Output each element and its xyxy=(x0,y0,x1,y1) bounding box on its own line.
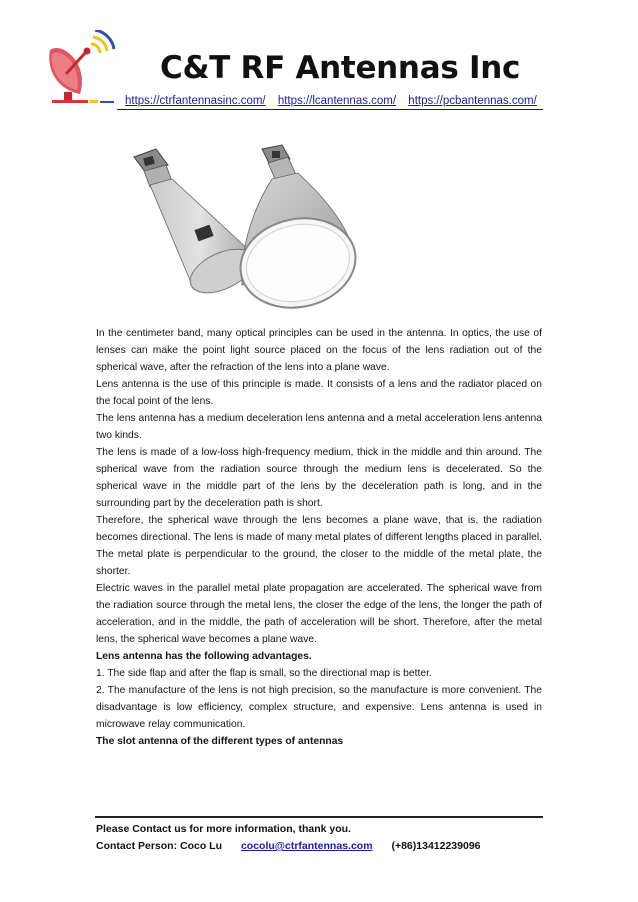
paragraph: In the centimeter band, many optical principles can be used in the antenna. In optics, the use of lenses can make the point light source placed on the focus of the lens radiation out of the spherical wave, after the refraction of the lens into a plane wave. xyxy=(96,328,542,373)
link-ctrfantennasinc[interactable]: https://ctrfantennasinc.com/ xyxy=(125,95,266,107)
link-lcantennas[interactable]: https://lcantennas.com/ xyxy=(277,95,397,107)
link-pcbantennas[interactable]: https://pcbantennas.com/ xyxy=(408,95,537,107)
header-divider xyxy=(117,109,543,110)
section-heading-advantages: Lens antenna has the following advantages. xyxy=(96,651,312,662)
footer-divider xyxy=(95,816,543,818)
paragraph: The lens antenna has a medium deceleration lens antenna and a metal acceleration lens antenna two kinds. xyxy=(96,413,542,441)
section-heading-slot-antenna: The slot antenna of the different types of antennas xyxy=(96,736,344,747)
contact-email-link[interactable]: cocolu@ctrfantennas.com xyxy=(240,840,373,852)
company-title: C&T RF Antennas Inc xyxy=(160,50,521,86)
satellite-dish-logo-icon xyxy=(44,30,118,108)
website-links xyxy=(125,95,546,107)
contact-phone: (+86)13412239096 xyxy=(391,840,481,852)
article-body xyxy=(96,325,542,750)
list-item: 1. The side flap and after the flap is small, so the directional map is better. xyxy=(96,668,432,679)
paragraph: Lens antenna is the use of this principle is made. It consists of a lens and the radiator placed on the focal point of the lens. xyxy=(96,379,542,407)
footer-message: Please Contact us for more information, thank you. xyxy=(96,823,351,835)
paragraph: The lens is made of a low-loss high-frequency medium, thick in the middle and thin around. The spherical wave from the radiation source through the medium lens is decelerated. So the spherical wave in the middle part of the lens by the deceleration path is long, and in the surrounding part by the deceleration path is short. xyxy=(96,447,542,509)
company-logo xyxy=(44,30,118,108)
paragraph: Therefore, the spherical wave through the lens becomes a plane wave, that is, the radiation becomes directional. The lens is made of many metal plates of different lengths placed in parallel. The metal plate is perpendicular to the ground, the closer to the middle of the metal plate, the shorter. xyxy=(96,515,542,577)
paragraph: Electric waves in the parallel metal plate propagation are accelerated. The spherical wave from the radiation source through the metal lens, the closer the edge of the lens, the longer the path of acceleration, and in the middle, the path of acceleration will be short. Therefore, after the metal lens, the spherical wave becomes a plane wave. xyxy=(96,583,542,645)
footer-contact xyxy=(96,821,481,855)
horn-lens-antenna-icon xyxy=(122,135,362,313)
contact-person: Contact Person: Coco Lu xyxy=(96,840,223,852)
horn-lens-antenna-image xyxy=(122,135,362,313)
list-item: 2. The manufacture of the lens is not high precision, so the manufacture is more convenient. The disadvantage is low efficiency, complex structure, and expensive. Lens antenna is used in microwave relay communication. xyxy=(96,685,542,730)
